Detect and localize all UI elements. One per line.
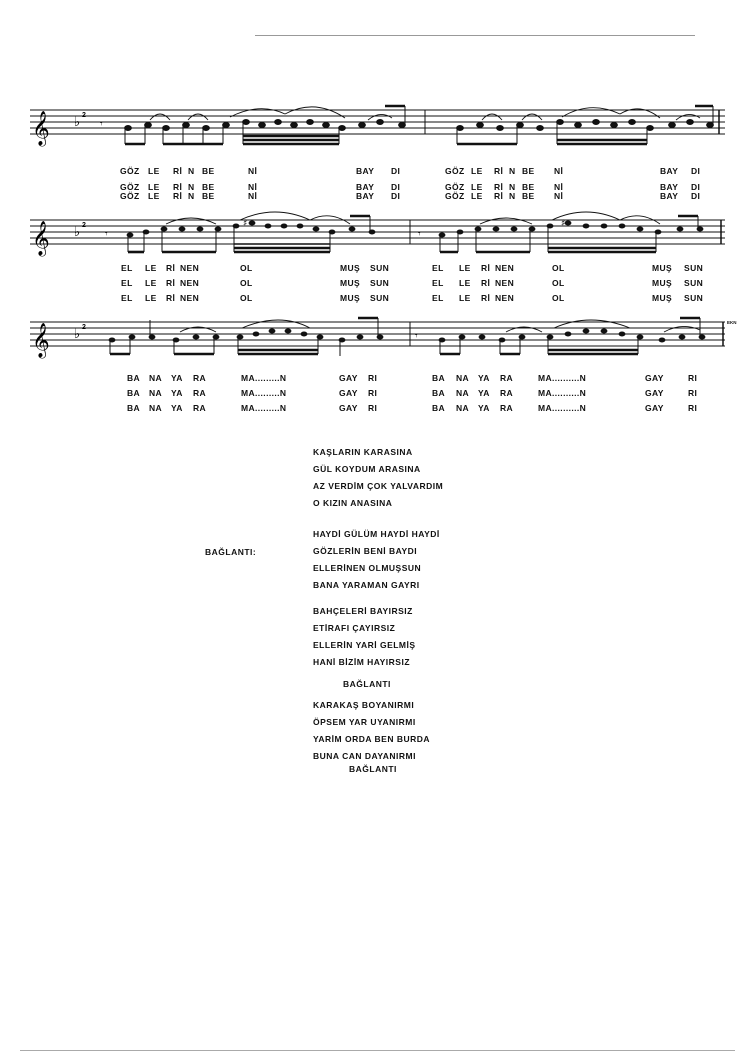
lyric-syllable: BE bbox=[202, 191, 215, 201]
lyric-syllable: RA bbox=[500, 388, 514, 398]
lyric-syllable: GAY bbox=[645, 388, 664, 398]
lyric-syllable: N bbox=[188, 182, 195, 192]
lyric-syllable: GAY bbox=[645, 373, 664, 383]
lyric-syllable: SUN bbox=[684, 263, 704, 273]
verse-4 bbox=[313, 697, 430, 765]
lyric-syllable: BA bbox=[432, 403, 446, 413]
lyric-syllable: RI bbox=[688, 388, 698, 398]
lyric-syllable: YA bbox=[478, 388, 490, 398]
verse-line: BAHÇELERİ BAYIRSIZ bbox=[313, 606, 413, 616]
lyric-syllable: NEN bbox=[180, 293, 200, 303]
lyric-syllable: EL bbox=[432, 263, 444, 273]
lyric-syllable: GAY bbox=[339, 373, 358, 383]
lyric-syllable: LE bbox=[148, 182, 160, 192]
lyric-syllable: OL bbox=[240, 293, 253, 303]
staff-1-lyrics-line-1 bbox=[0, 166, 750, 177]
lyric-syllable: GAY bbox=[645, 403, 664, 413]
lyric-syllable: GÖZ bbox=[120, 166, 140, 176]
baglanti-label: BAĞLANTI: bbox=[205, 547, 257, 557]
verse-line: BANA YARAMAN GAYRI bbox=[313, 580, 420, 590]
rest-icon: 𝄾 bbox=[100, 119, 103, 130]
lyric-syllable: DI bbox=[691, 191, 701, 201]
lyric-syllable: Rİ bbox=[481, 263, 491, 273]
top-rule bbox=[255, 35, 695, 36]
lyric-syllable: BA bbox=[127, 403, 141, 413]
lyric-syllable: YA bbox=[478, 373, 490, 383]
lyric-syllable: LE bbox=[145, 293, 157, 303]
lyric-syllable: BE bbox=[522, 166, 535, 176]
verse-line: AZ VERDİM ÇOK YALVARDIM bbox=[313, 481, 444, 491]
lyric-syllable: GÖZ bbox=[445, 191, 465, 201]
lyric-syllable: BA bbox=[127, 388, 141, 398]
lyric-syllable: GAY bbox=[339, 388, 358, 398]
lyric-syllable: Rİ bbox=[166, 278, 176, 288]
lyric-syllable: NEN bbox=[495, 278, 515, 288]
verse-line: HAYDİ GÜLÜM HAYDİ HAYDİ bbox=[313, 529, 440, 539]
lyric-syllable: BA bbox=[432, 373, 446, 383]
lyric-syllable: Rİ bbox=[173, 166, 183, 176]
lyric-syllable: DI bbox=[691, 166, 701, 176]
verse-line: KAŞLARIN KARASINA bbox=[313, 447, 413, 457]
svg-text:2: 2 bbox=[82, 222, 86, 229]
verse-1 bbox=[313, 444, 443, 512]
lyric-syllable: LE bbox=[471, 166, 483, 176]
verse-line: ETİRAFI ÇAYIRSIZ bbox=[313, 623, 396, 633]
lyric-syllable: NA bbox=[456, 373, 470, 383]
lyric-syllable: LE bbox=[145, 278, 157, 288]
lyric-syllable: NA bbox=[456, 388, 470, 398]
music-staff-1 bbox=[30, 96, 725, 166]
lyric-syllable: LE bbox=[471, 191, 483, 201]
lyric-syllable: BAY bbox=[356, 166, 375, 176]
lyric-syllable: N bbox=[188, 166, 195, 176]
verse-line: ELLERİNEN OLMUŞSUN bbox=[313, 563, 422, 573]
lyric-syllable: RI bbox=[368, 373, 378, 383]
lyric-syllable: YA bbox=[171, 373, 183, 383]
lyric-syllable: Rİ bbox=[494, 191, 504, 201]
lyric-syllable: OL bbox=[552, 263, 565, 273]
lyric-syllable: OL bbox=[240, 263, 253, 273]
staff-3-lyrics-line-2 bbox=[0, 388, 750, 399]
lyric-syllable: N bbox=[509, 182, 516, 192]
side-margin-mark: EKN bbox=[727, 320, 737, 325]
lyric-syllable: GÖZ bbox=[120, 191, 140, 201]
lyric-syllable: MA.........N bbox=[241, 388, 287, 398]
lyric-syllable: N bbox=[188, 191, 195, 201]
verse-line: GÖZLERİN BENİ BAYDI bbox=[313, 546, 418, 556]
lyric-syllable: Nİ bbox=[248, 166, 258, 176]
lyric-syllable: LE bbox=[148, 191, 160, 201]
lyric-syllable: BE bbox=[522, 182, 535, 192]
lyric-syllable: LE bbox=[148, 166, 160, 176]
lyric-syllable: LE bbox=[459, 263, 471, 273]
verse-3 bbox=[313, 603, 416, 671]
lyric-syllable: LE bbox=[459, 278, 471, 288]
svg-text:♯: ♯ bbox=[561, 219, 566, 229]
lyric-syllable: NA bbox=[149, 373, 163, 383]
lyric-syllable: LE bbox=[145, 263, 157, 273]
lyric-syllable: NEN bbox=[495, 293, 515, 303]
baglanti-ref-2: BAĞLANTI bbox=[349, 764, 397, 774]
lyric-syllable: MUŞ bbox=[652, 278, 673, 288]
lyric-syllable: Rİ bbox=[166, 293, 176, 303]
lyric-syllable: BA bbox=[127, 373, 141, 383]
staff-2-lyrics-line-2 bbox=[0, 278, 750, 289]
lyric-syllable: Rİ bbox=[494, 166, 504, 176]
lyric-syllable: MUŞ bbox=[340, 293, 361, 303]
verse-line: GÜL KOYDUM ARASINA bbox=[313, 464, 421, 474]
lyric-syllable: Nİ bbox=[554, 182, 564, 192]
lyric-syllable: RI bbox=[688, 403, 698, 413]
lyric-syllable: RI bbox=[688, 373, 698, 383]
lyric-syllable: EL bbox=[432, 278, 444, 288]
lyric-syllable: NA bbox=[456, 403, 470, 413]
lyric-syllable: BAY bbox=[356, 191, 375, 201]
svg-text:♯: ♯ bbox=[243, 219, 248, 229]
lyric-syllable: DI bbox=[391, 191, 401, 201]
lyric-syllable: NEN bbox=[180, 278, 200, 288]
lyric-syllable: EL bbox=[121, 293, 133, 303]
lyric-syllable: Rİ bbox=[173, 182, 183, 192]
lyric-syllable: RA bbox=[500, 403, 514, 413]
music-staff-2 bbox=[30, 202, 725, 272]
lyric-syllable: EL bbox=[121, 263, 133, 273]
lyric-syllable: Rİ bbox=[481, 278, 491, 288]
lyric-syllable: RA bbox=[193, 403, 207, 413]
verse-line: KARAKAŞ BOYANIRMI bbox=[313, 700, 415, 710]
verse-line: YARİM ORDA BEN BURDA bbox=[313, 734, 431, 744]
staff-3-lyrics-line-1 bbox=[0, 373, 750, 384]
verse-line: ÖPSEM YAR UYANIRMI bbox=[313, 717, 416, 727]
lyric-syllable: MUŞ bbox=[652, 263, 673, 273]
lyric-syllable: BE bbox=[202, 166, 215, 176]
svg-text:2: 2 bbox=[82, 112, 86, 119]
lyric-syllable: Rİ bbox=[166, 263, 176, 273]
flat-icon: ♭ bbox=[74, 225, 81, 240]
lyric-syllable: BE bbox=[202, 182, 215, 192]
verse-line: BUNA CAN DAYANIRMI bbox=[313, 751, 416, 761]
lyric-syllable: RA bbox=[193, 373, 207, 383]
rest-icon: 𝄾 bbox=[105, 229, 108, 240]
baglanti-ref-1: BAĞLANTI bbox=[343, 679, 391, 689]
lyric-syllable: RI bbox=[368, 403, 378, 413]
lyric-syllable: Rİ bbox=[481, 293, 491, 303]
lyric-syllable: RI bbox=[368, 388, 378, 398]
lyric-syllable: Nİ bbox=[554, 166, 564, 176]
lyric-syllable: MA..........N bbox=[538, 388, 587, 398]
lyric-syllable: BAY bbox=[356, 182, 375, 192]
lyric-syllable: Rİ bbox=[173, 191, 183, 201]
lyric-syllable: MA..........N bbox=[538, 403, 587, 413]
flat-icon: ♭ bbox=[74, 115, 81, 130]
verse-line: ELLERİN YARİ GELMİŞ bbox=[313, 640, 416, 650]
treble-clef-icon: 𝄞 bbox=[32, 323, 50, 358]
lyric-syllable: EL bbox=[121, 278, 133, 288]
lyric-syllable: BAY bbox=[660, 191, 679, 201]
lyric-syllable: YA bbox=[171, 388, 183, 398]
lyric-syllable: OL bbox=[240, 278, 253, 288]
lyric-syllable: BE bbox=[522, 191, 535, 201]
verse-2-baglanti bbox=[313, 526, 440, 594]
verse-line: HANİ BİZİM HAYIRSIZ bbox=[313, 657, 411, 667]
lyric-syllable: SUN bbox=[684, 293, 704, 303]
lyric-syllable: BAY bbox=[660, 182, 679, 192]
lyric-syllable: Nİ bbox=[248, 191, 258, 201]
lyric-syllable: SUN bbox=[370, 278, 390, 288]
staff-2-lyrics-line-1 bbox=[0, 263, 750, 274]
lyric-syllable: LE bbox=[459, 293, 471, 303]
lyric-syllable: MUŞ bbox=[652, 293, 673, 303]
lyric-syllable: RA bbox=[193, 388, 207, 398]
rest-icon: 𝄾 bbox=[418, 229, 421, 240]
lyric-syllable: DI bbox=[391, 166, 401, 176]
lyric-syllable: LE bbox=[471, 182, 483, 192]
lyric-syllable: EL bbox=[432, 293, 444, 303]
lyric-syllable: OL bbox=[552, 293, 565, 303]
lyric-syllable: Nİ bbox=[554, 191, 564, 201]
staff-1-lyrics-line-3 bbox=[0, 191, 750, 202]
lyric-syllable: NA bbox=[149, 403, 163, 413]
lyric-syllable: GÖZ bbox=[445, 166, 465, 176]
lyric-syllable: Nİ bbox=[248, 182, 258, 192]
treble-clef-icon: 𝄞 bbox=[32, 111, 50, 146]
music-staff-3 bbox=[30, 300, 725, 370]
lyric-syllable: OL bbox=[552, 278, 565, 288]
lyric-syllable: N bbox=[509, 191, 516, 201]
lyric-syllable: SUN bbox=[370, 293, 390, 303]
lyric-syllable: MUŞ bbox=[340, 263, 361, 273]
bottom-rule bbox=[20, 1050, 735, 1051]
verse-line: O KIZIN ANASINA bbox=[313, 498, 393, 508]
lyric-syllable: SUN bbox=[370, 263, 390, 273]
lyric-syllable: DI bbox=[691, 182, 701, 192]
lyric-syllable: NEN bbox=[495, 263, 515, 273]
lyric-syllable: BA bbox=[432, 388, 446, 398]
lyric-syllable: SUN bbox=[684, 278, 704, 288]
lyric-syllable: YA bbox=[171, 403, 183, 413]
lyric-syllable: MUŞ bbox=[340, 278, 361, 288]
lyric-syllable: GÖZ bbox=[445, 182, 465, 192]
lyric-syllable: DI bbox=[391, 182, 401, 192]
flat-icon: ♭ bbox=[74, 327, 81, 342]
rest-icon: 𝄾 bbox=[415, 331, 418, 342]
lyric-syllable: N bbox=[509, 166, 516, 176]
lyric-syllable: BAY bbox=[660, 166, 679, 176]
lyric-syllable: RA bbox=[500, 373, 514, 383]
lyric-syllable: NEN bbox=[180, 263, 200, 273]
lyric-syllable: NA bbox=[149, 388, 163, 398]
lyric-syllable: Rİ bbox=[494, 182, 504, 192]
lyric-syllable: MA.........N bbox=[241, 373, 287, 383]
lyric-syllable: YA bbox=[478, 403, 490, 413]
lyric-syllable: MA..........N bbox=[538, 373, 587, 383]
lyric-syllable: GÖZ bbox=[120, 182, 140, 192]
lyric-syllable: GAY bbox=[339, 403, 358, 413]
staff-3-lyrics-line-3 bbox=[0, 403, 750, 414]
treble-clef-icon: 𝄞 bbox=[32, 221, 50, 256]
lyric-syllable: MA.........N bbox=[241, 403, 287, 413]
svg-text:2: 2 bbox=[82, 324, 86, 331]
